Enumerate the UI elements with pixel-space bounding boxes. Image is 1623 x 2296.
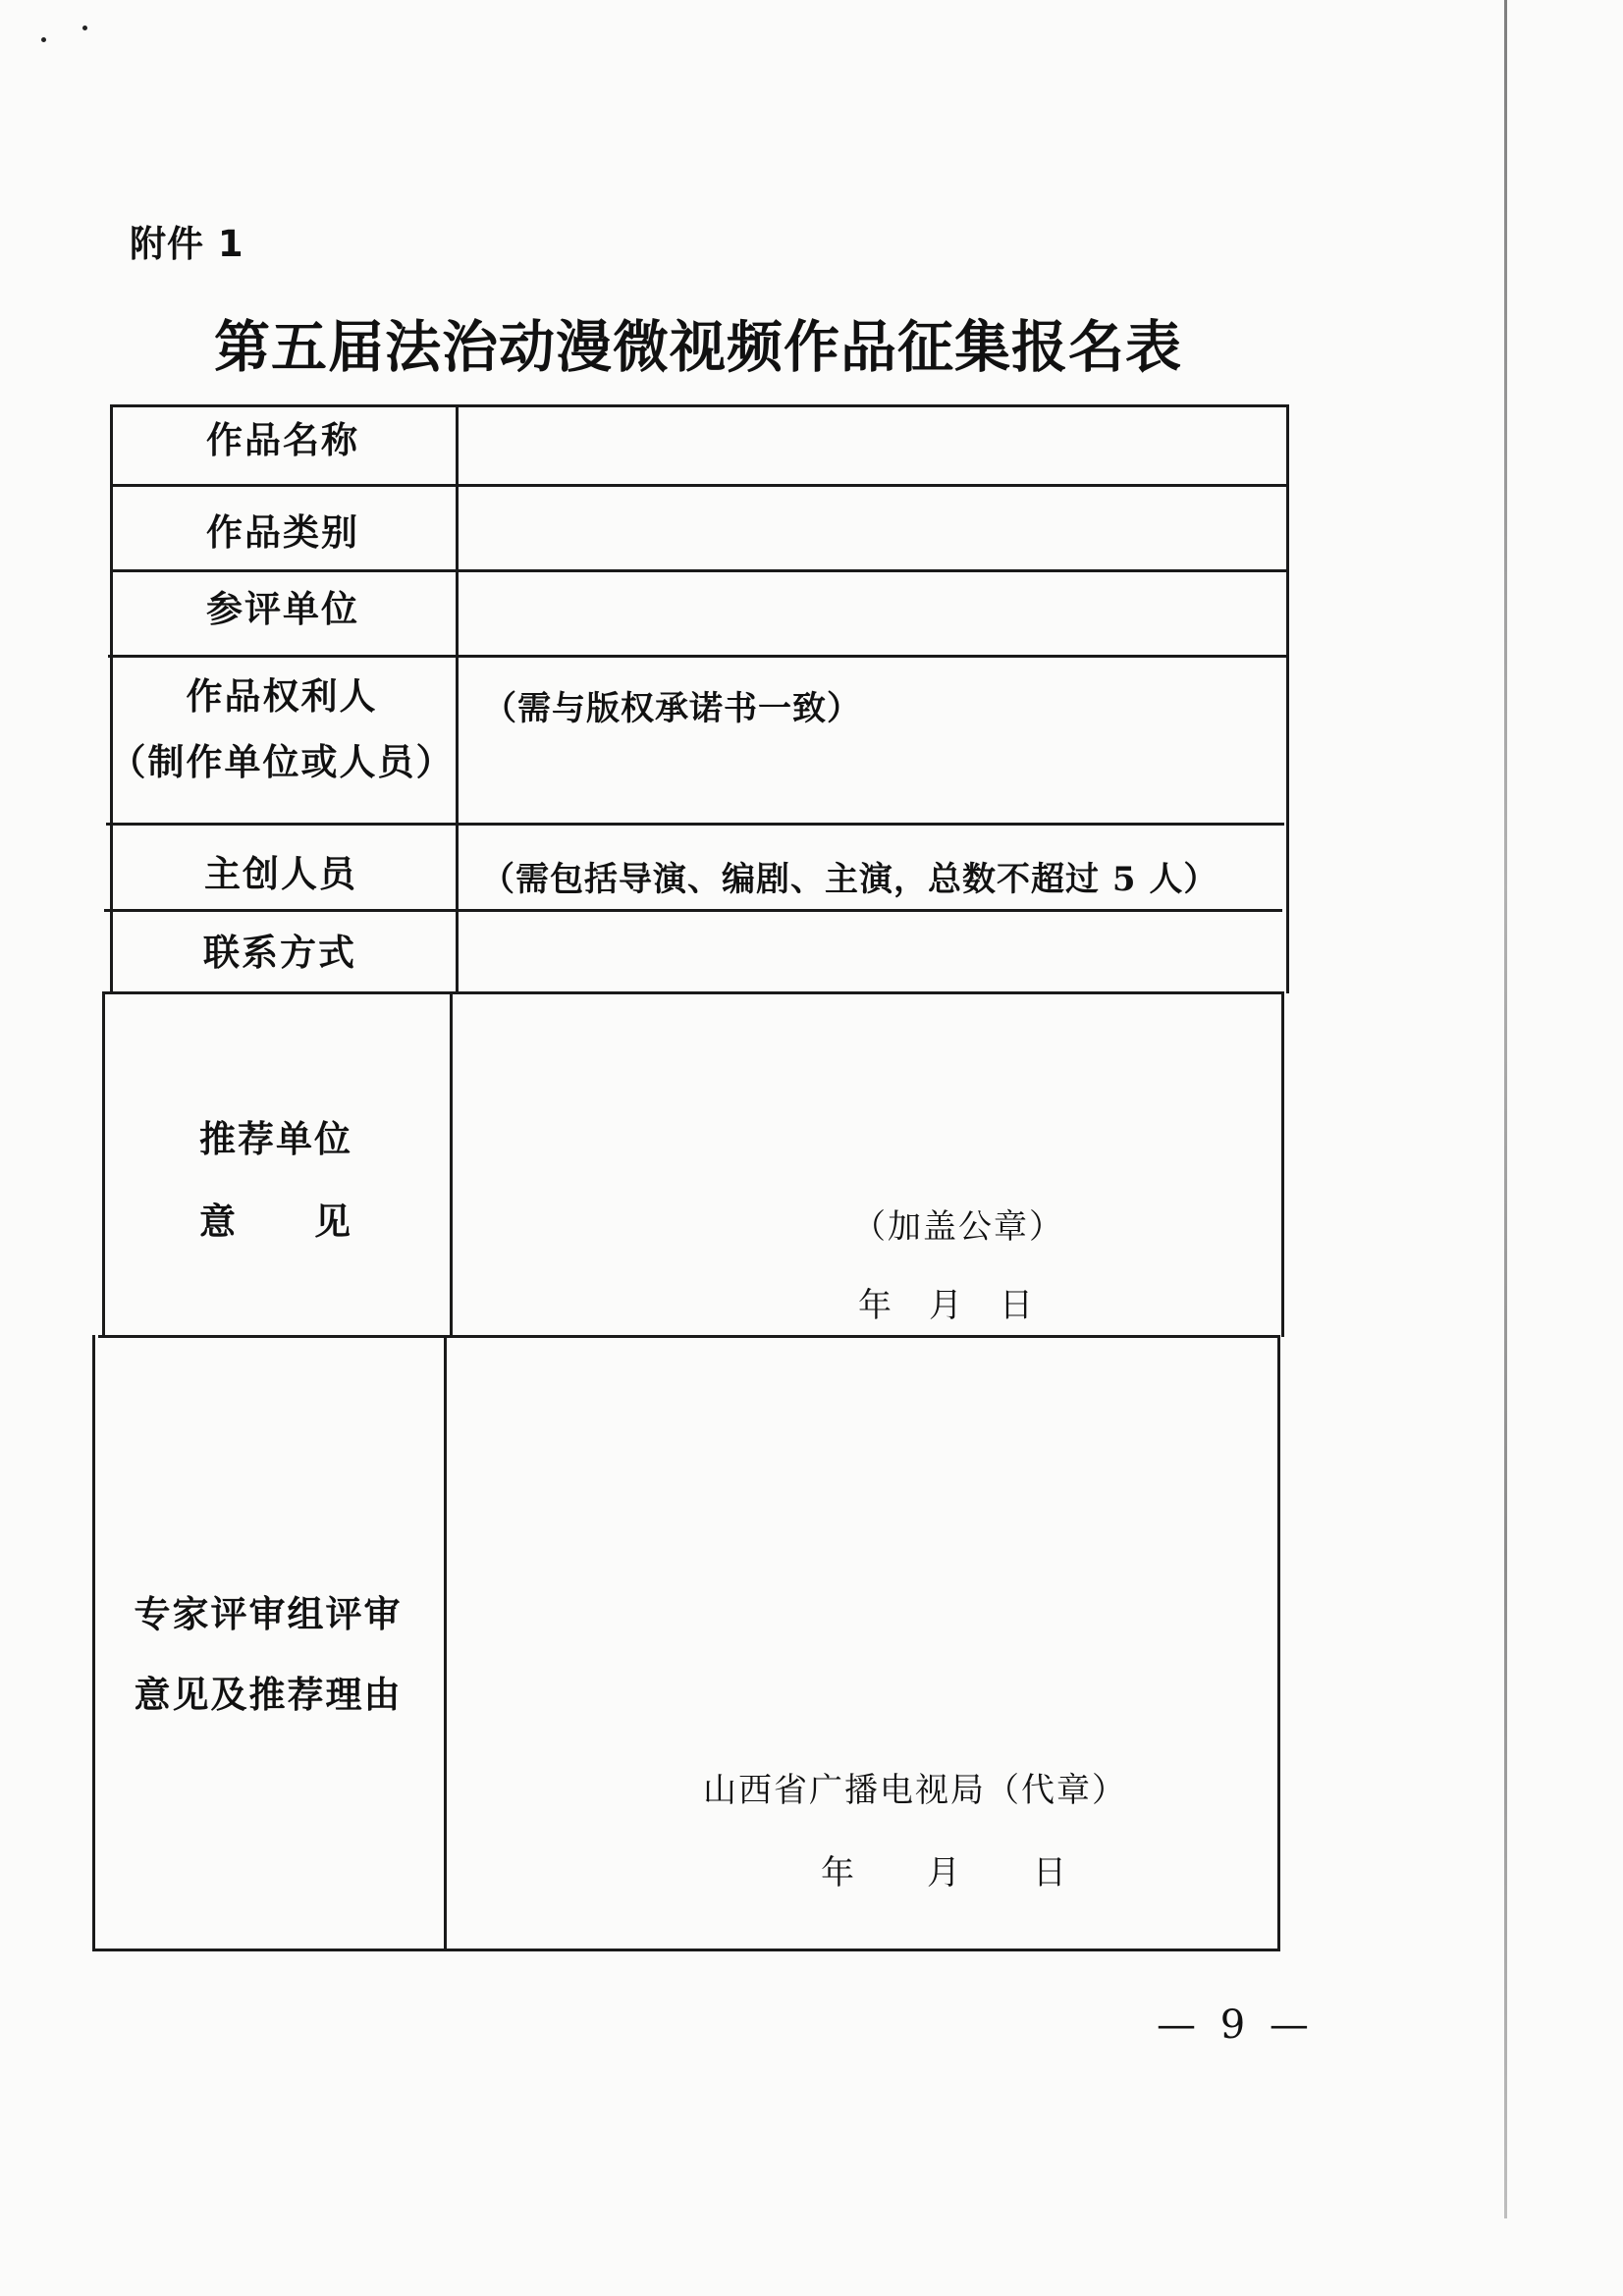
table-rule bbox=[108, 655, 1286, 658]
date-line: 年 月 日 bbox=[821, 1853, 1068, 1893]
expert-opinion-field[interactable] bbox=[448, 1339, 1277, 1751]
binding-margin-line bbox=[1504, 0, 1507, 2218]
table-rule bbox=[92, 1949, 1278, 1951]
scan-speck bbox=[41, 37, 46, 42]
work-category-field[interactable] bbox=[458, 487, 1286, 569]
table-rule bbox=[98, 1335, 1280, 1338]
table-rule bbox=[92, 1335, 95, 1951]
recommendation-opinion-field[interactable] bbox=[454, 995, 1280, 1192]
seal-note: （加盖公章） bbox=[852, 1207, 1064, 1247]
table-rule bbox=[102, 991, 105, 1337]
row-label: 联系方式 bbox=[203, 931, 356, 974]
creators-note: （需包括导演、编剧、主演，总数不超过 5 人） bbox=[481, 860, 1218, 899]
row-label: 作品名称 bbox=[206, 418, 359, 461]
contact-field[interactable] bbox=[458, 912, 1286, 991]
rights-holder-field[interactable] bbox=[458, 726, 1286, 821]
rights-holder-note: （需与版权承诺书一致） bbox=[483, 689, 861, 728]
row-label: 作品权利人 bbox=[186, 674, 378, 718]
table-rule bbox=[102, 991, 1282, 994]
table-rule bbox=[1286, 404, 1289, 993]
form-title: 第五届法治动漫微视频作品征集报名表 bbox=[214, 314, 1182, 380]
page-number: — 9 — bbox=[1157, 2002, 1315, 2048]
bureau-seal-note: 山西省广播电视局（代章） bbox=[703, 1771, 1127, 1810]
table-rule bbox=[1277, 1335, 1280, 1951]
recommend-label: 推荐单位 bbox=[199, 1117, 352, 1160]
date-line: 年 月 日 bbox=[858, 1286, 1035, 1325]
row-label: 主创人员 bbox=[204, 852, 357, 895]
table-rule bbox=[450, 991, 453, 1337]
expert-label-2: 意见及推荐理由 bbox=[134, 1673, 403, 1716]
entry-unit-field[interactable] bbox=[458, 572, 1286, 655]
row-label: 参评单位 bbox=[206, 587, 359, 630]
scan-speck bbox=[82, 26, 87, 30]
recommend-label-2: 意 见 bbox=[199, 1200, 352, 1243]
creators-field[interactable] bbox=[458, 826, 1286, 909]
row-label: 作品类别 bbox=[206, 510, 359, 554]
expert-label: 专家评审组评审 bbox=[134, 1592, 403, 1635]
attachment-label: 附件 1 bbox=[130, 223, 244, 265]
work-name-field[interactable] bbox=[458, 407, 1286, 484]
row-label-sub: （制作单位或人员） bbox=[109, 740, 455, 783]
table-rule bbox=[1281, 991, 1284, 1337]
table-rule bbox=[444, 1335, 447, 1951]
